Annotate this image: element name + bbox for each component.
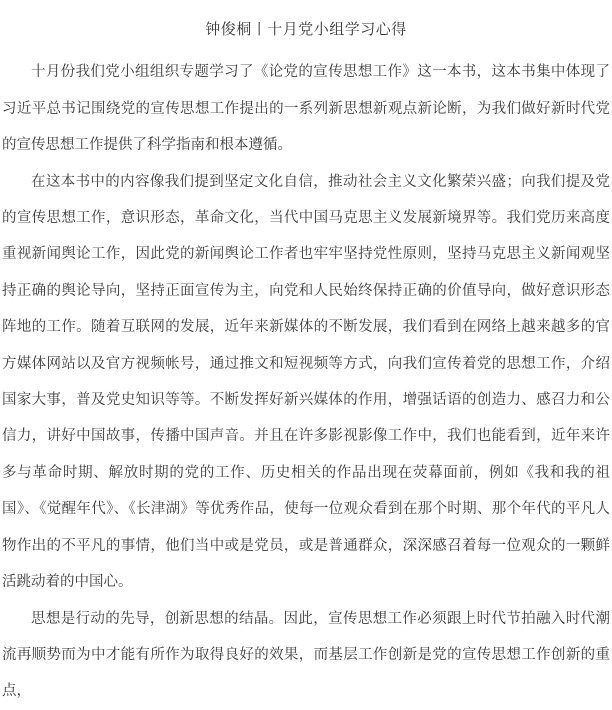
page-title: 钟俊桐丨十月党小组学习心得	[205, 22, 407, 38]
paragraph: 在这本书中的内容像我们提到坚定文化自信，推动社会主义文化繁荣兴盛；向我们提及党的宣传思想工作，意识形态，革命文化，当代中国马克思主义发展新境界等。我们党历来高度重视新闻舆论工作，因此党的新闻舆论工作者也牢牢坚持党性原则，坚持马克思主义新闻观坚持正确的舆论导向，坚持正面宣传为主，向党和人民始终保持正确的价值导向，做好意识形态阵地的工作。随着互联网的发展，近年来新媒体的不断发展，我们看到在网络上越来越多的官方媒体网站以及官方视频帐号，通过推文和短视频等方式，向我们宣传着党的思想工作，介绍国家大事，普及党史知识等等。不断发挥好新兴媒体的作用，增强话语的创造力、感召力和公信力，讲好中国故事，传播中国声音。并且在许多影视影像工作中，我们也能看到，近年来许多与革命时期、解放时期的党的工作、历史相关的作品出现在荧幕面前，例如《我和我的祖国》、《觉醒年代》、《长津湖》等优秀作品，使每一位观众看到在那个时期、那个年代的平凡人物作出的不平凡的事情，他们当中或是党员，或是普通群众，深深感召着每一位观众的一颗鲜活跳动着的中国心。	[2, 173, 610, 591]
paragraph: 思想是行动的先导，创新思想的结晶。因此，宣传思想工作必须跟上时代节拍融入时代潮流再顺势而为中才能有所作为取得良好的效果，而基层工作创新是党的宣传思想工作创新的重点，	[2, 610, 610, 700]
paragraph: 十月份我们党小组组织专题学习了《论党的宣传思想工作》这一本书，这本书集中体现了习近平总书记围绕党的宣传思想工作提出的一系列新思想新观点新论断，为我们做好新时代党的宣传思想工作提供了科学指南和根本遵循。	[2, 64, 610, 154]
